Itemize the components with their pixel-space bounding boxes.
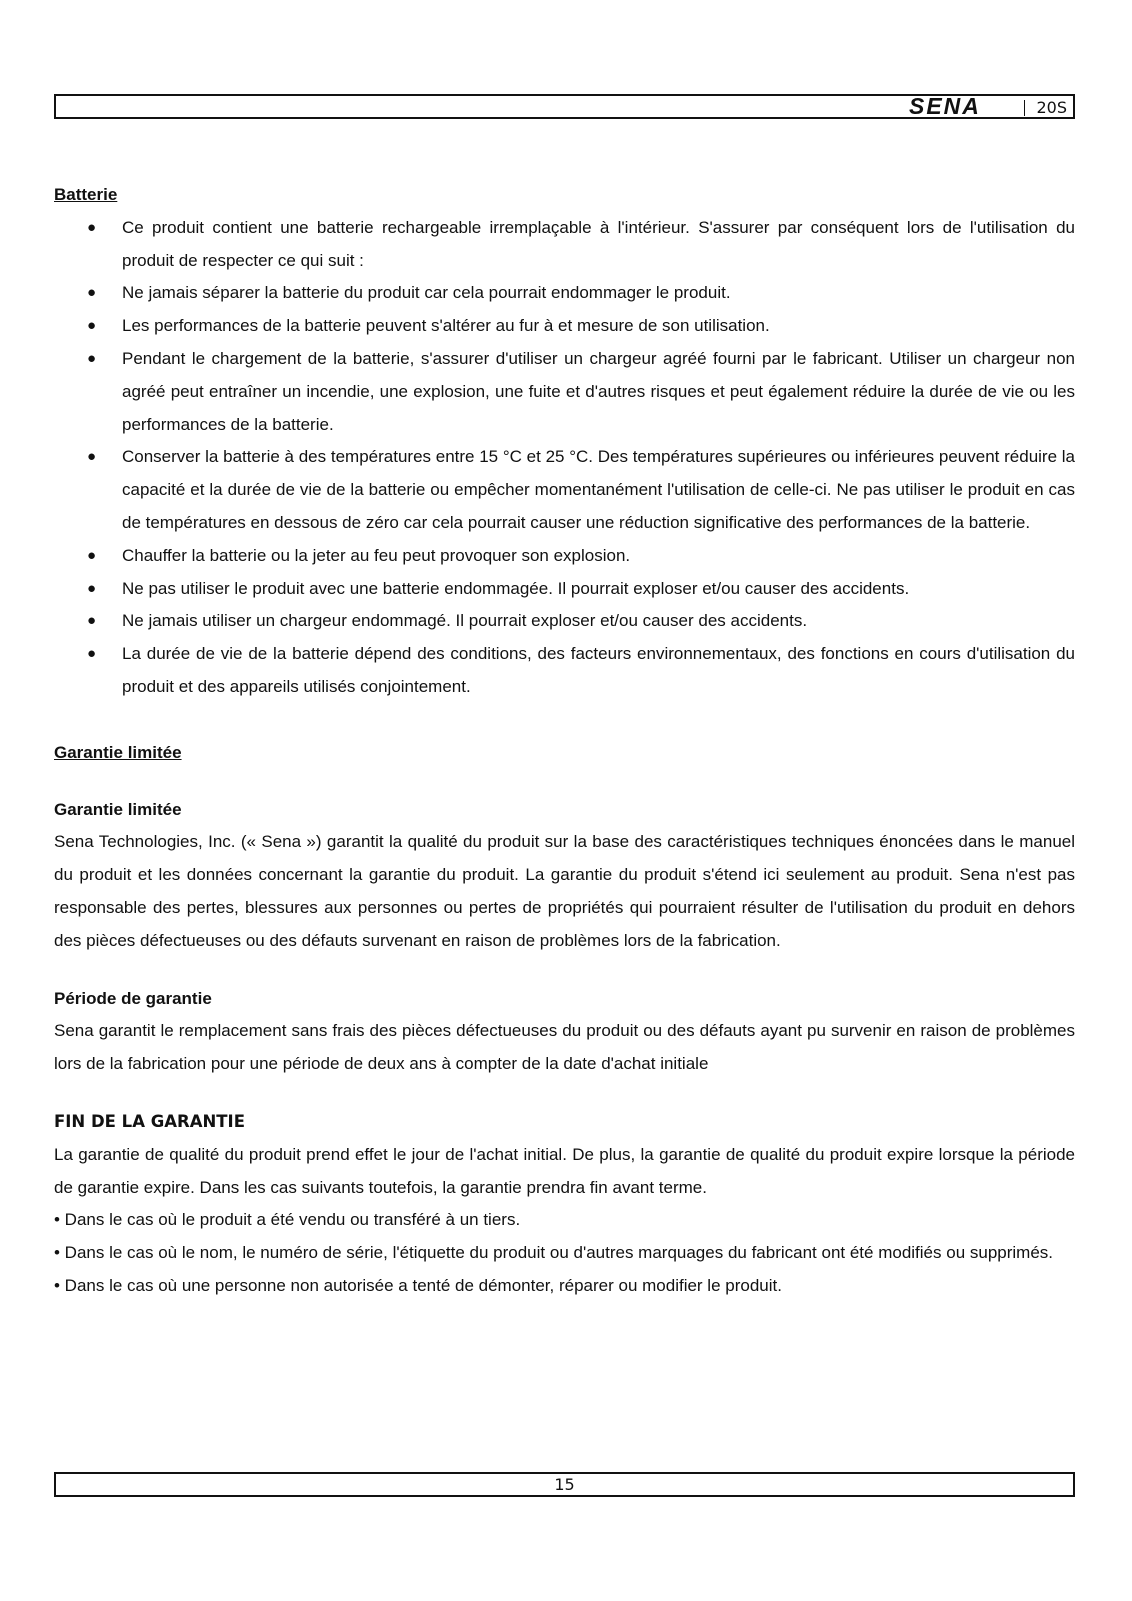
list-item: ● Chauffer la batterie ou la jeter au feu peut provoquer son explosion.	[54, 540, 1075, 573]
page-number: 15	[554, 1475, 575, 1494]
batterie-list	[54, 212, 1075, 704]
periode-paragraph: Sena garantit le remplacement sans frais des pièces défectueuses du produit ou des défauts ayant pu survenir en raison de problèmes lors de la fabrication pour une période de deux ans à compter de la date d'achat initiale	[54, 1021, 1075, 1074]
fin-item: • Dans le cas où le produit a été vendu ou transféré à un tiers.	[54, 1210, 521, 1230]
bullet-icon: ●	[87, 645, 97, 663]
bullet-icon: ●	[87, 218, 97, 236]
bullet-icon: ●	[87, 284, 97, 302]
section-title-batterie: Batterie	[54, 185, 118, 204]
list-item: ● Les performances de la batterie peuvent s'altérer au fur à et mesure de son utilisation.	[54, 310, 1075, 343]
bullet-icon: ●	[87, 612, 97, 630]
page-footer	[54, 1472, 1075, 1497]
model-label: 20S	[1036, 98, 1067, 117]
subsection-title-garantie: Garantie limitée	[54, 799, 182, 819]
header-separator	[1024, 100, 1025, 116]
fin-item: • Dans le cas où le nom, le numéro de série, l'étiquette du produit ou d'autres marquages du fabricant ont été modifiés ou supprimés.	[54, 1243, 1054, 1263]
fin-item: • Dans le cas où une personne non autorisée a tenté de démonter, réparer ou modifier le produit.	[54, 1275, 782, 1295]
page-header	[54, 94, 1075, 119]
list-item: ● Ne jamais utiliser un chargeur endommagé. Il pourrait exploser et/ou causer des accidents.	[54, 605, 1075, 638]
list-item: ● Conserver la batterie à des températures entre 15 °C et 25 °C. Des températures supérieures ou inférieures peuvent réduire la capacité et la durée de vie de la batterie ou empêcher momentanément l'utilisation de celle-ci. Ne pas utiliser le produit en cas de températures en dessous de zéro car cela pourrait causer une réduction significative des performances de la batterie.	[54, 441, 1075, 539]
fin-paragraph: La garantie de qualité du produit prend effet le jour de l'achat initial. De plus, la garantie de qualité du produit expire lorsque la période de garantie expire. Dans les cas suivants toutefois, la garantie prendra fin avant terme.	[54, 1144, 1075, 1197]
subsection-title-fin: FIN DE LA GARANTIE	[54, 1111, 245, 1131]
list-item: ● Ce produit contient une batterie rechargeable irremplaçable à l'intérieur. S'assurer par conséquent lors de l'utilisation du produit de respecter ce qui suit :	[54, 212, 1075, 278]
bullet-icon: ●	[87, 349, 97, 367]
sena-logo	[909, 96, 1021, 117]
bullet-icon: ●	[87, 317, 97, 335]
list-item: ● La durée de vie de la batterie dépend des conditions, des facteurs environnementaux, des fonctions en cours d'utilisation du produit et des appareils utilisés conjointement.	[54, 638, 1075, 704]
garantie-paragraph: Sena Technologies, Inc. (« Sena ») garantit la qualité du produit sur la base des caractéristiques techniques énoncées dans le manuel du produit et les données concernant la garantie du produit. La garantie du produit s'étend ici seulement au produit. Sena n'est pas responsable des pertes, blessures aux personnes ou pertes de propriétés qui pourraient résulter de l'utilisation du produit en dehors des pièces défectueuses ou des défauts survenant en raison de problèmes lors de la fabrication.	[54, 832, 1075, 950]
bullet-icon: ●	[87, 546, 97, 564]
subsection-title-periode: Période de garantie	[54, 988, 212, 1008]
bullet-icon: ●	[87, 448, 97, 466]
page-content	[54, 179, 1075, 1303]
list-item: ● Ne jamais séparer la batterie du produit car cela pourrait endommager le produit.	[54, 277, 1075, 310]
list-item: ● Ne pas utiliser le produit avec une batterie endommagée. Il pourrait exploser et/ou causer des accidents.	[54, 573, 1075, 606]
bullet-icon: ●	[87, 579, 97, 597]
section-title-garantie: Garantie limitée	[54, 742, 182, 762]
list-item: ● Pendant le chargement de la batterie, s'assurer d'utiliser un chargeur agréé fourni par le fabricant. Utiliser un chargeur non agréé peut entraîner un incendie, une explosion, une fuite et d'autres risques et peut également réduire la durée de vie ou les performances de la batterie.	[54, 343, 1075, 441]
svg-text:SENA: SENA	[909, 96, 981, 117]
